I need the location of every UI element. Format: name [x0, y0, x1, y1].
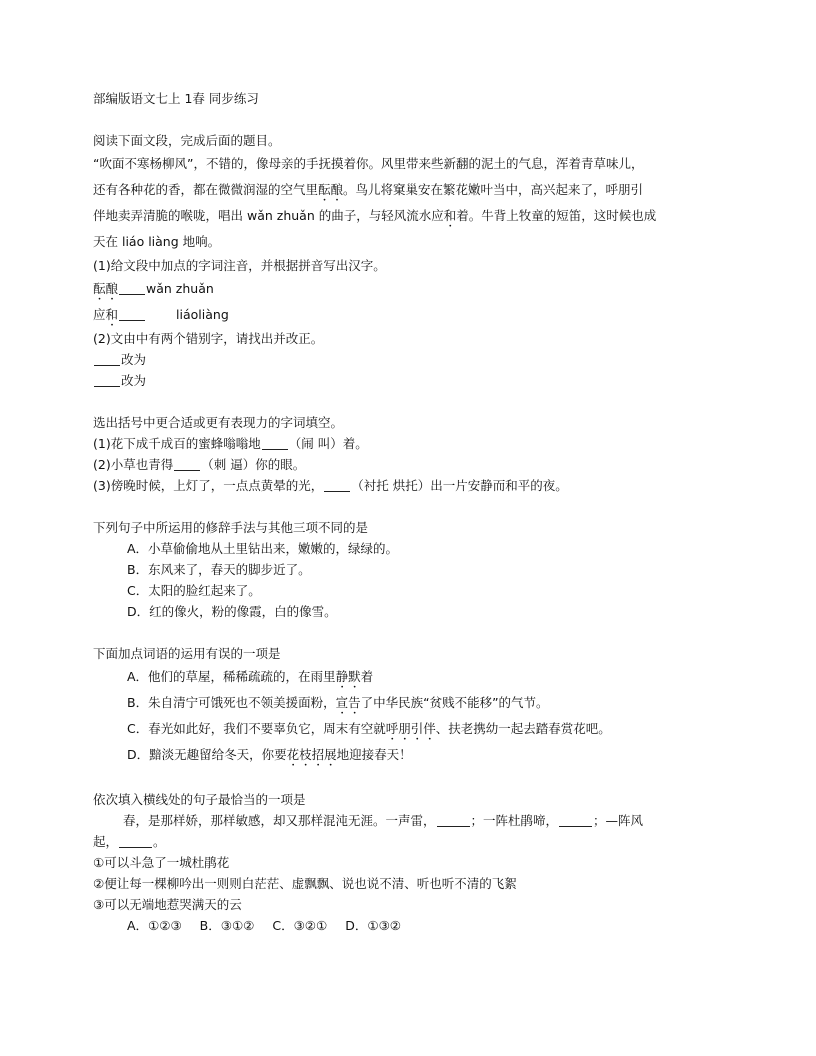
- q5-option-c[interactable]: C．③②①: [272, 918, 328, 933]
- text: 。鸟儿将窠巢安在繁花嫩叶当中，高兴起来了，呼朋引: [343, 182, 644, 197]
- text: 、扶老携幼一起去踏春赏花吧。: [435, 721, 611, 736]
- q1-passage-line-2: [93, 177, 733, 203]
- pinyin: liáoliàng: [176, 307, 229, 322]
- text: B．朱自清宁可饿死也不领美援面粉，: [127, 695, 336, 710]
- q5-passage-line-1: [93, 810, 733, 831]
- dotted-word: 和: [443, 208, 457, 223]
- worksheet: [93, 88, 733, 936]
- q4-option-b[interactable]: [93, 690, 733, 716]
- dotted-word: 宣告: [335, 695, 361, 710]
- q2-prompt: 选出括号中更合适或更有表现力的字词填空。: [93, 415, 344, 430]
- q5-sentence-3: ③可以无端地惹哭满天的云: [93, 897, 242, 912]
- q4-option-c[interactable]: [93, 716, 733, 742]
- q2-item-3: [93, 475, 733, 496]
- q1-sub1-prompt: (1)给文段中加点的字词注音，并根据拼音写出汉字。: [93, 258, 386, 273]
- text: 改为: [121, 352, 147, 367]
- text: (3)傍晚时候，上灯了，一点点黄晕的光，: [93, 478, 324, 493]
- spacer: [93, 391, 733, 412]
- q5-sentence-1: ①可以斗急了一城杜鹃花: [93, 855, 230, 870]
- q5-options: [93, 915, 733, 936]
- answer-blank[interactable]: [559, 812, 592, 827]
- text: 应: [93, 307, 106, 322]
- answer-blank[interactable]: [437, 812, 470, 827]
- answer-blank[interactable]: [119, 833, 152, 848]
- dotted-word: 和: [105, 307, 119, 322]
- q3-prompt: 下列句子中所运用的修辞手法与其他三项不同的是: [93, 520, 369, 535]
- text: 地迎接春天！: [336, 747, 412, 762]
- q1-passage-line-1: “吹面不寒杨柳风”，不错的，像母亲的手抚摸着你。风里带来些新翻的泥土的气息，浑着青草味儿，: [93, 156, 644, 171]
- text: 。: [153, 834, 166, 849]
- text: C．春光如此好，我们不要辜负它，周末有空就: [127, 721, 386, 736]
- q2-item-2: [93, 454, 733, 475]
- answer-blank[interactable]: [94, 372, 120, 387]
- dotted-word: 酝酿: [93, 281, 119, 296]
- text: （衬托 烘托）出一片安静而和平的夜。: [351, 478, 568, 493]
- answer-blank[interactable]: [174, 456, 200, 471]
- q4-prompt: 下面加点词语的运用有误的一项是: [93, 646, 281, 661]
- dotted-word: 酝酿: [318, 182, 344, 197]
- page-title: 部编版语文七上 1春 同步练习: [93, 91, 259, 106]
- answer-blank[interactable]: [262, 435, 288, 450]
- q3-option-c[interactable]: C．太阳的脸红起来了。: [127, 583, 261, 598]
- dotted-word: 呼朋引伴: [385, 721, 436, 736]
- q1-passage-line-3: [93, 203, 733, 229]
- spacer: [93, 109, 733, 130]
- answer-blank[interactable]: [119, 280, 145, 295]
- text: D．黯淡无趣留给冬天，你要: [127, 747, 287, 762]
- text: (2)小草也青得: [93, 457, 174, 472]
- q3-option-b[interactable]: B．东风来了，春天的脚步近了。: [127, 562, 311, 577]
- dotted-word: 静默: [335, 669, 361, 684]
- text: 着。牛背上牧童的短笛，这时候也成: [456, 208, 657, 223]
- answer-blank[interactable]: [119, 306, 145, 321]
- text: （闹 叫）着。: [288, 436, 368, 451]
- q5-prompt: 依次填入横线处的句子最恰当的一项是: [93, 792, 306, 807]
- q5-option-a[interactable]: A．①②③: [127, 918, 182, 933]
- text: 改为: [121, 373, 147, 388]
- answer-blank[interactable]: [94, 351, 120, 366]
- text: 起，: [93, 834, 119, 849]
- q1-sub1-row2: [93, 302, 733, 328]
- text: 伴地卖弄清脆的喉咙，唱出 wǎn zhuǎn 的曲子，与轻风流水应: [93, 208, 444, 223]
- answer-blank[interactable]: [324, 477, 350, 492]
- text: 着: [360, 669, 374, 684]
- text: （刺 逼）你的眼。: [201, 457, 306, 472]
- q1-sub1-row1: [93, 276, 733, 302]
- q4-option-d[interactable]: [93, 742, 733, 768]
- text: A．他们的草屋，稀稀疏疏的，在雨里: [127, 669, 336, 684]
- q1-sub2-prompt: (2)文由中有两个错别字，请找出并改正。: [93, 331, 324, 346]
- q1-passage-line-4: 天在 liáo liàng 地响。: [93, 234, 221, 249]
- spacer: [93, 768, 733, 789]
- spacer: [93, 622, 733, 643]
- q5-option-d[interactable]: D．①③②: [345, 918, 401, 933]
- text: 还有各种花的香，都在微微润湿的空气里: [93, 182, 319, 197]
- q4-option-a[interactable]: [93, 664, 733, 690]
- text: 春，是那样娇，那样敏感，却又那样混沌无涯。一声雷，: [123, 813, 436, 828]
- q5-option-b[interactable]: B．③①②: [199, 918, 255, 933]
- q1-sub2-row1: [93, 349, 733, 370]
- q5-passage-line-2: [93, 831, 733, 852]
- text: ；—阵风: [593, 813, 644, 828]
- q3-option-a[interactable]: A．小草偷偷地从土里钻出来，嫩嫩的，绿绿的。: [127, 541, 399, 556]
- pinyin: wǎn zhuǎn: [146, 281, 214, 296]
- text: (1)花下成千成百的蜜蜂嗡嗡地: [93, 436, 261, 451]
- q3-option-d[interactable]: D．红的像火，粉的像霞，白的像雪。: [127, 604, 337, 619]
- q1-intro: 阅读下面文段，完成后面的题目。: [93, 133, 281, 148]
- q5-sentence-2: ②便让每一棵柳吟出一则则白茫茫、虚飘飘、说也说不清、听也听不清的飞絮: [93, 876, 517, 891]
- q2-item-1: [93, 433, 733, 454]
- spacer: [93, 496, 733, 517]
- q1-sub2-row2: [93, 370, 733, 391]
- dotted-word: 花枝招展: [286, 747, 337, 762]
- text: 了中华民族“贫贱不能移”的气节。: [360, 695, 549, 710]
- text: ；一阵杜鹃啼，: [470, 813, 559, 828]
